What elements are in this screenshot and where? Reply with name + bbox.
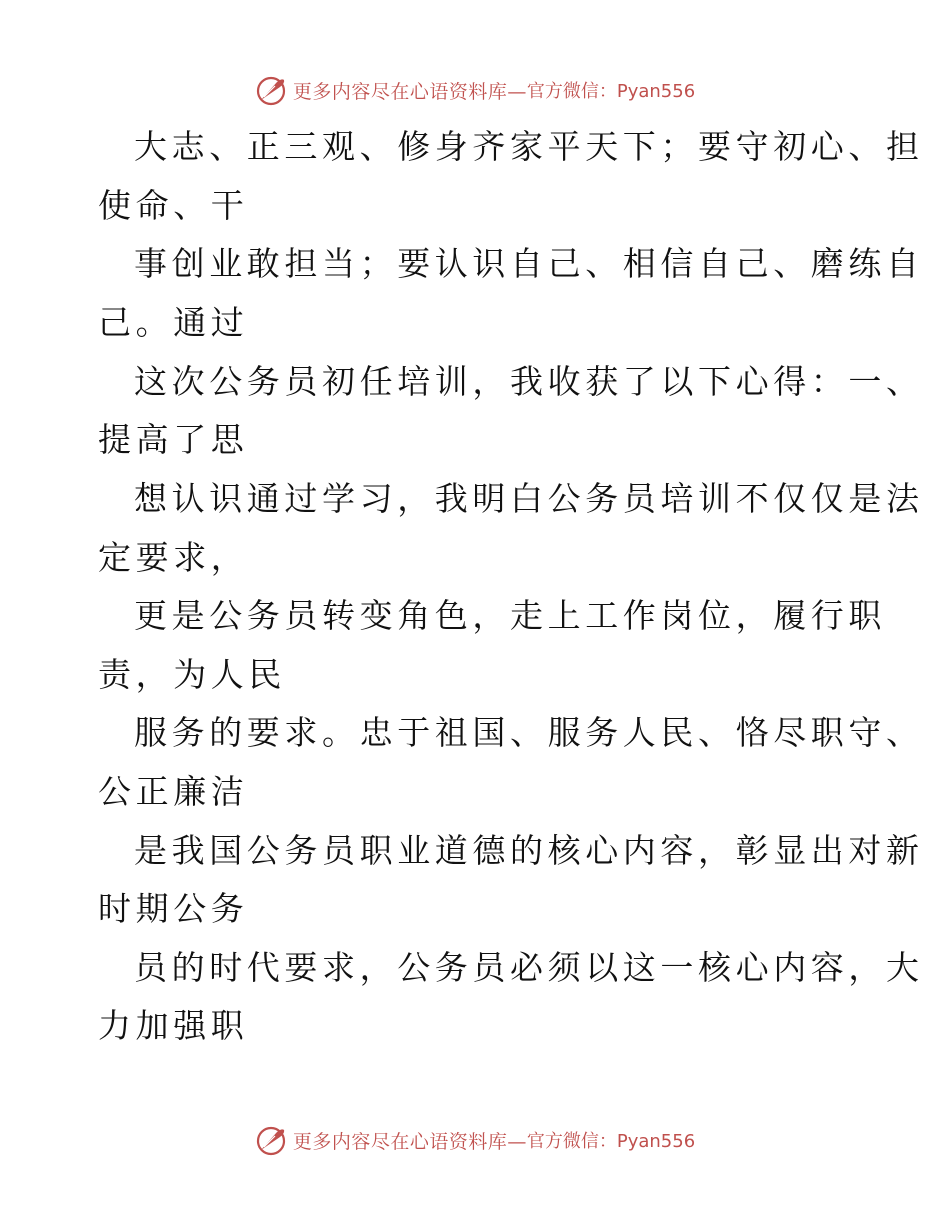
text-line: 力加强职 [98, 1006, 249, 1045]
text-line: 更是公务员转变角色，走上工作岗位，履行职 [134, 596, 886, 635]
text-line: 员的时代要求，公务员必须以这一核心内容，大 [134, 948, 924, 987]
quill-pen-logo-icon [255, 74, 287, 106]
text-line: 己。通过 [98, 303, 249, 342]
text-line: 服务的要求。忠于祖国、服务人民、恪尽职守、 [134, 713, 924, 752]
header-wechat-text: 官方微信：Pyan556 [526, 81, 696, 102]
text-line: 责，为人民 [98, 655, 286, 694]
footer-wechat-text: 官方微信：Pyan556 [526, 1131, 696, 1152]
footer-brand-text: 更多内容尽在心语资料库— [292, 1130, 527, 1153]
text-line: 是我国公务员职业道德的核心内容，彰显出对新 [134, 831, 924, 870]
text-line: 提高了思 [98, 420, 249, 459]
text-line: 事创业敢担当；要认识自己、相信自己、磨练自 [134, 244, 924, 283]
text-line: 使命、干 [98, 186, 249, 225]
text-line: 公正廉洁 [98, 772, 249, 811]
text-line: 想认识通过学习，我明白公务员培训不仅仅是法 [134, 479, 924, 518]
text-line: 大志、正三观、修身齐家平天下；要守初心、担 [134, 127, 924, 166]
header-banner [0, 70, 950, 110]
text-line: 时期公务 [98, 889, 249, 928]
footer-banner [0, 1120, 950, 1160]
header-brand-text: 更多内容尽在心语资料库— [292, 80, 527, 103]
quill-pen-logo-icon [255, 1124, 287, 1156]
text-line: 定要求， [98, 538, 249, 577]
text-line: 这次公务员初任培训，我收获了以下心得：一、 [134, 362, 924, 401]
